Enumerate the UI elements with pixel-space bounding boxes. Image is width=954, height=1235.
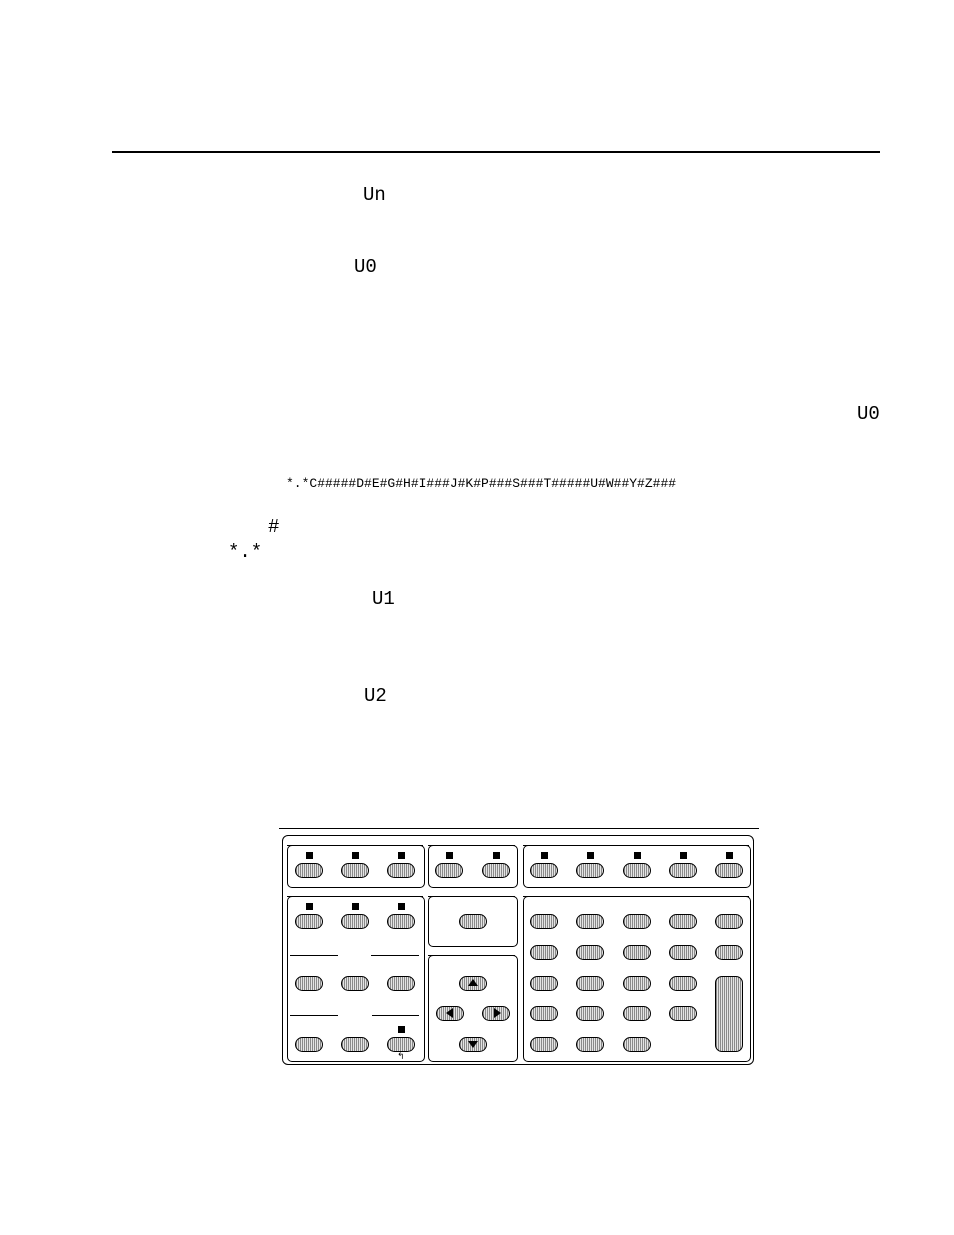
keypad-key[interactable] (623, 976, 651, 991)
indicator-led (726, 852, 733, 859)
panel-key[interactable] (295, 914, 323, 929)
panel-key[interactable] (341, 914, 369, 929)
shift-key[interactable] (387, 1037, 415, 1052)
group-label-line (290, 955, 338, 956)
keypad-key[interactable] (576, 914, 604, 929)
panel-key[interactable] (459, 914, 487, 929)
indicator-led (493, 852, 500, 859)
panel-key[interactable] (387, 863, 415, 878)
group-label-line (428, 955, 456, 956)
keypad-key[interactable] (623, 945, 651, 960)
group-label-line (489, 955, 515, 956)
keypad-key[interactable] (576, 945, 604, 960)
panel-key[interactable] (295, 976, 323, 991)
indicator-led (398, 852, 405, 859)
indicator-led (306, 903, 313, 910)
group-label-line (372, 1015, 419, 1016)
keypad-key[interactable] (576, 976, 604, 991)
panel-key[interactable] (482, 863, 510, 878)
panel-key[interactable] (715, 863, 743, 878)
panel-key[interactable] (530, 863, 558, 878)
group-label-line (523, 845, 617, 846)
keypad-key[interactable] (669, 976, 697, 991)
text-hash: # (268, 516, 280, 538)
text-state-string: *.*C#####D#E#G#H#I###J#K#P###S###T#####U#W##Y#Z### (286, 476, 677, 491)
panel-key[interactable] (435, 863, 463, 878)
group-label-line (657, 896, 749, 897)
group-label-line (287, 845, 333, 846)
panel-key[interactable] (576, 863, 604, 878)
panel-key[interactable] (295, 863, 323, 878)
keypad-key[interactable] (576, 1006, 604, 1021)
keypad-key[interactable] (669, 1006, 697, 1021)
header-rule (112, 151, 880, 153)
keypad-key[interactable] (623, 914, 651, 929)
keypad-key[interactable] (715, 914, 743, 929)
indicator-led (352, 903, 359, 910)
text-u2: U2 (364, 685, 387, 707)
indicator-led (398, 1026, 405, 1033)
front-panel-top-line (279, 828, 759, 829)
text-u0-first: U0 (354, 256, 377, 278)
keypad-key[interactable] (530, 1037, 558, 1052)
group-label-line (287, 896, 333, 897)
arrow-right-icon (494, 1008, 501, 1018)
group-label-line (290, 1015, 338, 1016)
panel-key[interactable] (669, 863, 697, 878)
keypad-key[interactable] (669, 945, 697, 960)
panel-key[interactable] (387, 914, 415, 929)
group-label-line (487, 845, 515, 846)
indicator-led (587, 852, 594, 859)
arrow-up-icon (468, 979, 478, 986)
group-label-line (377, 845, 423, 846)
group-label-line (487, 896, 515, 897)
indicator-led (634, 852, 641, 859)
group-label-line (371, 955, 419, 956)
keypad-enter-key[interactable] (715, 976, 743, 1052)
keypad-key[interactable] (623, 1037, 651, 1052)
text-u1: U1 (372, 588, 395, 610)
text-u0-right: U0 (857, 403, 880, 425)
keypad-key[interactable] (530, 1006, 558, 1021)
panel-key[interactable] (341, 976, 369, 991)
keypad-key[interactable] (576, 1037, 604, 1052)
panel-key[interactable] (623, 863, 651, 878)
front-panel-figure (279, 828, 759, 1070)
arrow-left-icon (446, 1008, 453, 1018)
keypad-key[interactable] (530, 914, 558, 929)
indicator-led (306, 852, 313, 859)
panel-key[interactable] (341, 863, 369, 878)
keypad-key[interactable] (715, 945, 743, 960)
keypad-key[interactable] (530, 945, 558, 960)
keypad-key[interactable] (530, 976, 558, 991)
group-label-line (428, 845, 456, 846)
group-label-line (428, 896, 456, 897)
group-label-line (653, 845, 749, 846)
keypad-key[interactable] (669, 914, 697, 929)
panel-key[interactable] (387, 976, 415, 991)
indicator-led (398, 903, 405, 910)
group-label-line (372, 896, 423, 897)
indicator-led (680, 852, 687, 859)
keypad-key[interactable] (623, 1006, 651, 1021)
indicator-led (352, 852, 359, 859)
indicator-led (446, 852, 453, 859)
text-un: Un (363, 184, 386, 206)
panel-key[interactable] (341, 1037, 369, 1052)
indicator-led (541, 852, 548, 859)
arrow-down-icon (468, 1041, 478, 1048)
text-star-dot-star: *.* (228, 541, 263, 563)
shift-key-glyph: ↰ (397, 1052, 405, 1062)
panel-key[interactable] (295, 1037, 323, 1052)
group-label-line (523, 896, 613, 897)
